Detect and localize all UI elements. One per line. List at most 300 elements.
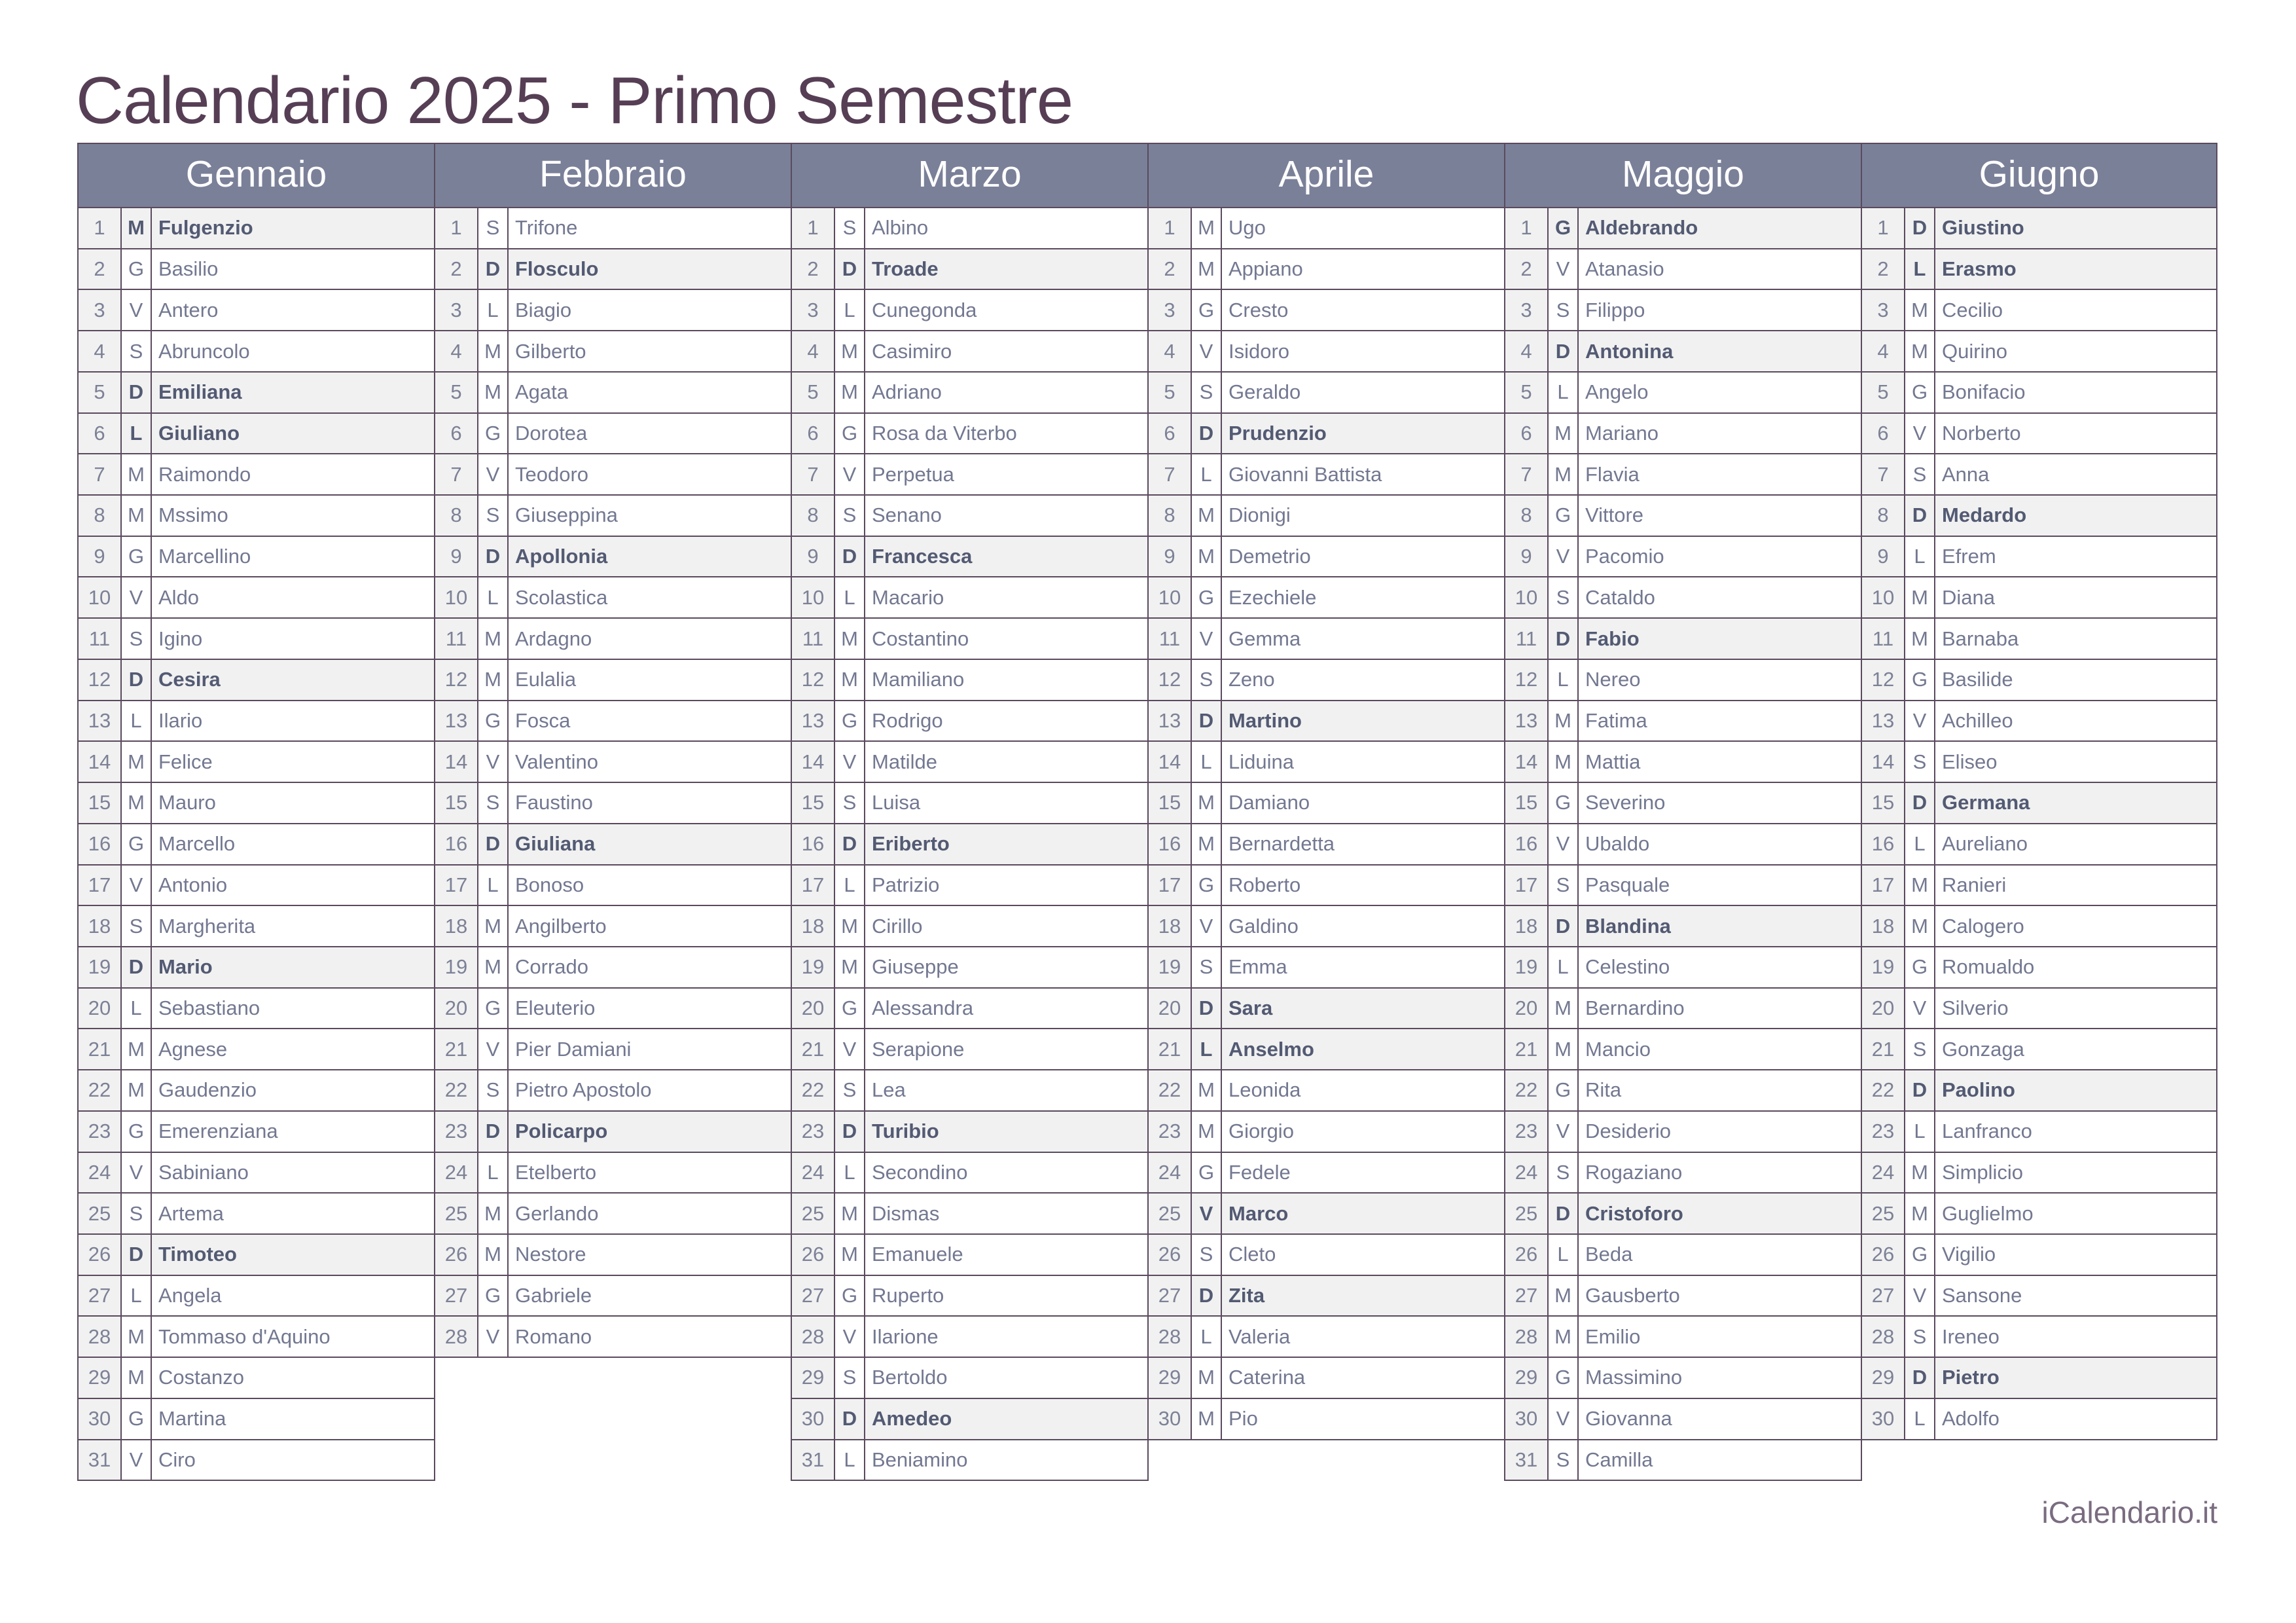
day-row [1147,783,1505,824]
saint-name: Antonina [1585,339,1674,363]
day-row [791,1276,1149,1317]
day-row [1147,414,1505,455]
day-row [434,1276,792,1317]
day-row [1504,783,1862,824]
saint-name: Albino [872,216,929,240]
saint-name: Beda [1585,1243,1633,1266]
weekday-letter: L [1192,1317,1222,1357]
saint-name: Norberto [1942,421,2021,445]
day-row [791,619,1149,660]
saint-name: Antonio [158,873,228,896]
weekday-letter: S [835,208,865,248]
weekday-letter: S [835,783,865,823]
weekday-letter: M [835,660,865,700]
day-number: 9 [1862,537,1905,577]
weekday-letter: G [1192,866,1222,905]
saint-name: Ilario [158,708,203,732]
day-number: 21 [435,1029,478,1069]
saint-name: Eulalia [515,668,577,691]
saint-name: Felice [158,750,213,773]
saint-name: Secondino [872,1160,968,1184]
weekday-letter: M [1905,906,1935,946]
weekday-letter: G [835,989,865,1029]
day-number: 23 [1505,1112,1549,1152]
day-row [1147,660,1505,701]
day-row [1861,1194,2217,1235]
weekday-letter: G [1192,290,1222,330]
day-row [1861,577,2217,619]
saint-name: Romualdo [1942,955,2035,979]
weekday-letter: M [835,947,865,987]
day-row [77,1029,435,1070]
weekday-letter: M [1905,577,1935,617]
weekday-letter: M [122,208,152,248]
weekday-letter: L [835,290,865,330]
day-row [77,1112,435,1153]
day-row [1504,373,1862,414]
day-row [791,496,1149,537]
saint-name: Paolino [1942,1078,2015,1102]
weekday-letter: V [478,1029,509,1069]
day-number: 9 [1505,537,1549,577]
weekday-letter: D [1905,1358,1935,1398]
saint-name: Mamiliano [872,668,965,691]
day-number: 5 [1862,373,1905,412]
weekday-letter: M [1905,619,1935,659]
day-number: 10 [1862,577,1905,617]
day-number: 26 [1505,1235,1549,1275]
day-number: 11 [1862,619,1905,659]
weekday-letter: D [122,947,152,987]
saint-name: Dorotea [515,421,588,445]
weekday-letter: M [1192,824,1222,864]
weekday-letter: V [122,866,152,905]
saint-name: Beniamino [872,1448,968,1471]
day-row [1861,1317,2217,1358]
day-row [1504,1153,1862,1194]
day-row [77,414,435,455]
saint-name: Pietro [1942,1366,2000,1389]
day-number: 15 [435,783,478,823]
saint-name: Martina [158,1407,226,1431]
weekday-letter: D [1549,331,1579,371]
day-number: 5 [792,373,835,412]
weekday-letter: L [1905,824,1935,864]
day-row [1147,331,1505,373]
day-row [1147,1235,1505,1276]
day-number: 27 [435,1276,478,1316]
day-number: 24 [435,1153,478,1193]
day-number: 12 [1505,660,1549,700]
day-row [1147,1194,1505,1235]
day-row [1147,537,1505,578]
saint-name: Geraldo [1229,380,1301,404]
weekday-letter: L [1905,249,1935,289]
day-number: 23 [1149,1112,1192,1152]
day-number: 15 [1862,783,1905,823]
day-list [1504,208,1861,1481]
saint-name: Ugo [1229,216,1266,240]
day-number: 11 [1505,619,1549,659]
weekday-letter: G [478,1276,509,1316]
weekday-letter: M [1192,1399,1222,1439]
day-row [1504,989,1862,1030]
weekday-letter: D [478,1112,509,1152]
day-number: 4 [1505,331,1549,371]
day-row [1861,1276,2217,1317]
weekday-letter: L [1192,1029,1222,1069]
day-number: 29 [79,1358,122,1398]
weekday-letter: V [1905,701,1935,741]
saint-name: Fulgenzio [158,216,253,240]
day-row [1861,537,2217,578]
day-row [434,742,792,783]
weekday-letter: S [122,906,152,946]
day-number: 14 [1149,742,1192,782]
saint-name: Margherita [158,914,256,938]
day-row [1504,1029,1862,1070]
day-number: 8 [79,496,122,536]
saint-name: Demetrio [1229,545,1311,568]
day-row [791,1399,1149,1440]
saint-name: Agnese [158,1037,228,1061]
day-number: 26 [1862,1235,1905,1275]
day-number: 16 [1505,824,1549,864]
day-number: 28 [1505,1317,1549,1357]
saint-name: Mariano [1585,421,1659,445]
day-row [1147,290,1505,331]
weekday-letter: M [122,1029,152,1069]
day-number: 6 [1505,414,1549,454]
saint-name: Martino [1229,708,1302,732]
day-row [1147,989,1505,1030]
day-row [1861,454,2217,496]
month-gennaio [77,143,434,1481]
weekday-letter: M [122,496,152,536]
saint-name: Mancio [1585,1037,1651,1061]
saint-name: Rosa da Viterbo [872,421,1017,445]
day-number: 4 [79,331,122,371]
weekday-letter: V [1192,1194,1222,1233]
saint-name: Bonifacio [1942,380,2026,404]
day-row [1861,208,2217,249]
weekday-letter: D [835,537,865,577]
weekday-letter: M [1905,866,1935,905]
day-number: 27 [1149,1276,1192,1316]
saint-name: Vittore [1585,503,1644,527]
day-number: 13 [1149,701,1192,741]
weekday-letter: L [1549,947,1579,987]
semester-calendar [77,143,2217,1481]
day-row [434,496,792,537]
day-row [1861,619,2217,660]
day-number: 30 [1149,1399,1192,1439]
day-row [1504,824,1862,866]
day-row [791,1194,1149,1235]
day-number: 7 [1862,454,1905,494]
weekday-letter: M [1549,414,1579,454]
day-row [77,660,435,701]
weekday-letter: G [478,701,509,741]
day-row [434,290,792,331]
day-row [77,1317,435,1358]
day-row [791,660,1149,701]
day-number: 7 [1505,454,1549,494]
day-row [1504,1070,1862,1112]
weekday-letter: D [1905,496,1935,536]
saint-name: Alessandra [872,996,974,1020]
day-number: 28 [1149,1317,1192,1357]
saint-name: Sara [1229,996,1273,1020]
day-row [77,1399,435,1440]
day-row [434,1070,792,1112]
weekday-letter: L [478,1153,509,1193]
saint-name: Gabriele [515,1284,592,1307]
day-number: 12 [1862,660,1905,700]
day-number: 2 [79,249,122,289]
day-row [434,373,792,414]
weekday-letter: M [478,619,509,659]
day-row [1861,866,2217,907]
day-number: 26 [1149,1235,1192,1275]
saint-name: Giustino [1942,216,2024,240]
day-number: 4 [435,331,478,371]
weekday-letter: D [478,824,509,864]
weekday-letter: G [1905,660,1935,700]
day-row [1147,947,1505,989]
day-number: 20 [1149,989,1192,1029]
weekday-letter: S [835,1358,865,1398]
day-row [77,249,435,291]
page-title: Calendario 2025 - Primo Semestre [76,64,1073,137]
day-number: 11 [79,619,122,659]
saint-name: Flavia [1585,462,1640,486]
weekday-letter: G [1192,577,1222,617]
day-number: 19 [1505,947,1549,987]
day-number: 19 [1149,947,1192,987]
weekday-letter: D [1549,906,1579,946]
weekday-letter: D [835,1112,865,1152]
saint-name: Bernardetta [1229,832,1335,856]
day-row [77,537,435,578]
weekday-letter: L [122,989,152,1029]
day-number: 4 [792,331,835,371]
month-header: Marzo [791,143,1147,208]
day-row [1504,1399,1862,1440]
day-row [1504,619,1862,660]
day-number: 18 [1149,906,1192,946]
day-number: 18 [1862,906,1905,946]
day-row [1147,249,1505,291]
saint-name: Cresto [1229,298,1289,321]
saint-name: Adriano [872,380,942,404]
day-row [1861,414,2217,455]
day-number: 23 [792,1112,835,1152]
saint-name: Trifone [515,216,578,240]
day-row [1861,1235,2217,1276]
day-number: 20 [435,989,478,1029]
day-number: 1 [1505,208,1549,248]
day-row [77,947,435,989]
saint-name: Dionigi [1229,503,1291,527]
day-number: 2 [792,249,835,289]
saint-name: Prudenzio [1229,421,1327,445]
weekday-letter: M [478,1194,509,1233]
weekday-letter: M [1192,1070,1222,1110]
weekday-letter: L [1192,742,1222,782]
day-row [1861,742,2217,783]
saint-name: Quirino [1942,339,2007,363]
saint-name: Policarpo [515,1120,608,1143]
day-number: 28 [79,1317,122,1357]
saint-name: Aldebrando [1585,216,1698,240]
day-row [1504,906,1862,947]
saint-name: Turibio [872,1120,939,1143]
weekday-letter: S [1549,1153,1579,1193]
day-number: 30 [1505,1399,1549,1439]
weekday-letter: G [1905,373,1935,412]
day-row [1861,290,2217,331]
saint-name: Guglielmo [1942,1201,2034,1225]
day-row [1504,414,1862,455]
weekday-letter: G [835,701,865,741]
day-number: 1 [79,208,122,248]
saint-name: Faustino [515,791,593,814]
day-number: 13 [79,701,122,741]
weekday-letter: D [835,1399,865,1439]
weekday-letter: M [1905,331,1935,371]
weekday-letter: L [1192,454,1222,494]
weekday-letter: L [835,866,865,905]
weekday-letter: V [122,290,152,330]
weekday-letter: S [1549,866,1579,905]
saint-name: Mario [158,955,213,979]
day-number: 16 [435,824,478,864]
day-row [1504,866,1862,907]
saint-name: Fatima [1585,708,1647,732]
saint-name: Etelberto [515,1160,597,1184]
weekday-letter: V [122,1440,152,1480]
saint-name: Pier Damiani [515,1037,632,1061]
day-row [1147,866,1505,907]
weekday-letter: L [835,1153,865,1193]
weekday-letter: D [1905,1070,1935,1110]
day-row [1861,906,2217,947]
saint-name: Scolastica [515,585,608,609]
saint-name: Simplicio [1942,1160,2024,1184]
weekday-letter: G [122,824,152,864]
saint-name: Lea [872,1078,906,1102]
saint-name: Emanuele [872,1243,963,1266]
saint-name: Gaudenzio [158,1078,257,1102]
day-number: 3 [435,290,478,330]
day-number: 7 [792,454,835,494]
day-number: 4 [1862,331,1905,371]
weekday-letter: M [1192,249,1222,289]
day-number: 25 [435,1194,478,1233]
weekday-letter: G [122,249,152,289]
weekday-letter: M [1549,1317,1579,1357]
weekday-letter: S [1549,1440,1579,1480]
day-number: 20 [1505,989,1549,1029]
day-row [1861,824,2217,866]
day-row [1861,331,2217,373]
saint-name: Galdino [1229,914,1299,938]
saint-name: Casimiro [872,339,952,363]
day-row [791,989,1149,1030]
day-row [77,290,435,331]
day-number: 22 [1149,1070,1192,1110]
saint-name: Sebastiano [158,996,260,1020]
day-number: 6 [792,414,835,454]
day-number: 20 [1862,989,1905,1029]
saint-name: Basilide [1942,668,2013,691]
day-number: 4 [1149,331,1192,371]
weekday-letter: G [122,537,152,577]
saint-name: Rogaziano [1585,1160,1683,1184]
weekday-letter: D [122,660,152,700]
day-number: 25 [1505,1194,1549,1233]
day-number: 28 [1862,1317,1905,1357]
saint-name: Roberto [1229,873,1301,896]
weekday-letter: V [835,454,865,494]
day-list [791,208,1147,1481]
day-row [1147,1276,1505,1317]
day-list [1861,208,2217,1440]
saint-name: Igino [158,627,203,650]
day-number: 8 [1149,496,1192,536]
saint-name: Ruperto [872,1284,944,1307]
saint-name: Corrado [515,955,588,979]
saint-name: Aldo [158,585,200,609]
day-number: 10 [1149,577,1192,617]
saint-name: Gausberto [1585,1284,1680,1307]
day-row [77,783,435,824]
saint-name: Eleuterio [515,996,596,1020]
saint-name: Gonzaga [1942,1037,2024,1061]
day-row [791,1029,1149,1070]
day-list [77,208,434,1481]
day-row [1147,1399,1505,1440]
day-row [1861,660,2217,701]
saint-name: Pasquale [1585,873,1670,896]
day-row [1861,1358,2217,1399]
saint-name: Agata [515,380,569,404]
saint-name: Mauro [158,791,216,814]
saint-name: Angela [158,1284,222,1307]
saint-name: Giuseppina [515,503,618,527]
saint-name: Ardagno [515,627,592,650]
day-number: 11 [792,619,835,659]
saint-name: Cesira [158,668,221,691]
weekday-letter: D [122,373,152,412]
saint-name: Rodrigo [872,708,943,732]
weekday-letter: G [1549,496,1579,536]
day-number: 12 [435,660,478,700]
weekday-letter: G [478,989,509,1029]
day-row [1861,947,2217,989]
day-row [77,989,435,1030]
saint-name: Celestino [1585,955,1670,979]
day-row [791,1358,1149,1399]
saint-name: Emerenziana [158,1120,278,1143]
weekday-letter: D [478,249,509,289]
weekday-letter: L [1905,537,1935,577]
day-number: 29 [792,1358,835,1398]
day-row [791,414,1149,455]
saint-name: Desiderio [1585,1120,1671,1143]
day-number: 18 [792,906,835,946]
